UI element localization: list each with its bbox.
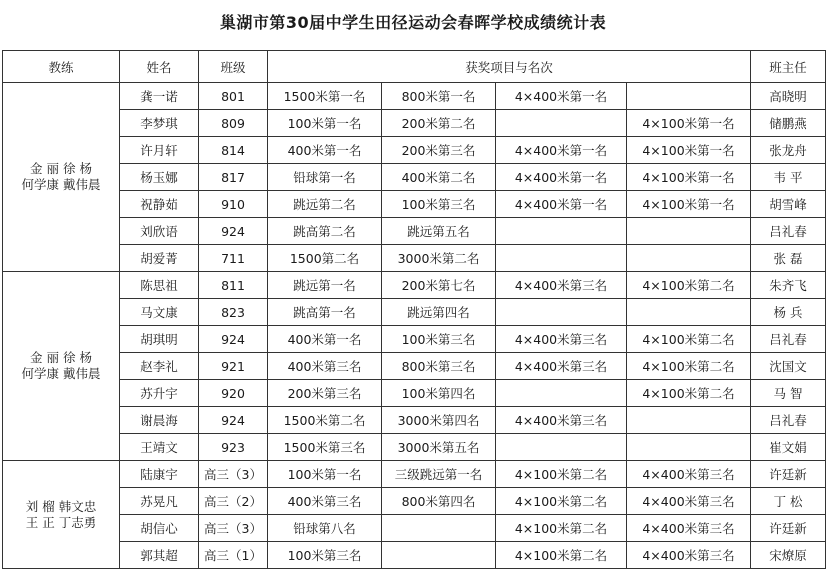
table-row [3,245,826,272]
award-cell: 4×400米第三名 [627,488,751,515]
award-cell: 3000米第五名 [382,434,496,461]
coach-cell [3,83,120,272]
award-cell: 200米第七名 [382,272,496,299]
student-class: 910 [199,191,268,218]
award-cell: 跳远第一名 [268,272,382,299]
award-cell: 200米第三名 [268,380,382,407]
award-cell: 100米第四名 [382,380,496,407]
award-cell [627,407,751,434]
award-cell: 4×100米第二名 [496,542,627,569]
award-cell: 4×100米第一名 [627,110,751,137]
student-name: 杨玉娜 [120,164,199,191]
head-teacher: 沈国文 [751,353,826,380]
header-class: 班级 [199,51,268,83]
student-name: 马文康 [120,299,199,326]
head-teacher: 吕礼春 [751,326,826,353]
award-cell [496,110,627,137]
coach-names: 金 丽 徐 杨 [30,350,92,365]
award-cell: 4×400米第三名 [627,515,751,542]
award-cell: 100米第三名 [382,191,496,218]
page-title: 巢湖市第30届中学生田径运动会春晖学校成绩统计表 [219,13,607,32]
award-cell: 4×100米第二名 [627,326,751,353]
head-teacher: 许廷新 [751,461,826,488]
award-cell: 4×100米第二名 [496,515,627,542]
student-class: 814 [199,137,268,164]
student-class: 924 [199,326,268,353]
student-name: 胡信心 [120,515,199,542]
award-cell: 800米第三名 [382,353,496,380]
head-teacher: 韦 平 [751,164,826,191]
award-cell: 4×100米第一名 [627,191,751,218]
award-cell: 4×100米第一名 [627,164,751,191]
award-cell: 1500米第三名 [268,434,382,461]
award-cell [627,299,751,326]
award-cell: 4×400米第一名 [496,191,627,218]
award-cell: 4×100米第二名 [496,488,627,515]
student-name: 李梦琪 [120,110,199,137]
table-row [3,515,826,542]
award-cell: 1500第二名 [268,245,382,272]
student-name: 郭其超 [120,542,199,569]
award-cell: 4×400米第一名 [496,83,627,110]
award-cell: 4×400米第三名 [496,272,627,299]
student-name: 苏晃凡 [120,488,199,515]
student-class: 811 [199,272,268,299]
results-table [2,50,826,569]
student-class: 924 [199,407,268,434]
award-cell: 200米第三名 [382,137,496,164]
award-cell: 800米第一名 [382,83,496,110]
award-cell [382,515,496,542]
coach-cell [3,272,120,461]
table-row [3,488,826,515]
header-head-teacher: 班主任 [751,51,826,83]
table-row [3,299,826,326]
student-class: 801 [199,83,268,110]
award-cell: 3000米第四名 [382,407,496,434]
coach-names: 王 正 丁志勇 [25,514,97,530]
award-cell: 4×400米第三名 [627,542,751,569]
head-teacher: 储鹏燕 [751,110,826,137]
award-cell: 3000米第二名 [382,245,496,272]
table-row [3,164,826,191]
award-cell: 跳远第四名 [382,299,496,326]
table-row [3,272,826,299]
student-name: 赵李礼 [120,353,199,380]
head-teacher: 杨 兵 [751,299,826,326]
award-cell: 100米第三名 [382,326,496,353]
award-cell [496,299,627,326]
award-cell: 三级跳远第一名 [382,461,496,488]
award-cell: 1500米第二名 [268,407,382,434]
table-body [3,83,826,569]
student-class: 924 [199,218,268,245]
award-cell [496,434,627,461]
student-class: 923 [199,434,268,461]
award-cell [496,218,627,245]
student-class: 高三（2） [199,488,268,515]
student-class: 921 [199,353,268,380]
student-class: 920 [199,380,268,407]
award-cell [382,542,496,569]
student-class: 809 [199,110,268,137]
header-coach: 教练 [3,51,120,83]
award-cell: 跳远第二名 [268,191,382,218]
award-cell: 400米第二名 [382,164,496,191]
coach-names: 何学康 戴伟晨 [21,177,101,192]
award-cell [627,83,751,110]
award-cell: 400米第一名 [268,326,382,353]
award-cell: 400米第三名 [268,353,382,380]
student-class: 高三（3） [199,461,268,488]
student-class: 高三（3） [199,515,268,542]
student-name: 谢晨海 [120,407,199,434]
table-row [3,434,826,461]
head-teacher: 宋燎原 [751,542,826,569]
student-name: 祝静茹 [120,191,199,218]
table-row [3,542,826,569]
header-awards: 获奖项目与名次 [268,51,751,83]
award-cell: 200米第二名 [382,110,496,137]
coach-cell [3,461,120,569]
award-cell: 4×100米第一名 [627,137,751,164]
head-teacher: 张龙舟 [751,137,826,164]
head-teacher: 丁 松 [751,488,826,515]
table-row [3,353,826,380]
award-cell: 跳远第五名 [382,218,496,245]
table-row [3,218,826,245]
head-teacher: 吕礼春 [751,218,826,245]
coach-names: 金 丽 徐 杨 [30,161,92,176]
award-cell: 铅球第八名 [268,515,382,542]
award-cell: 4×400米第一名 [496,164,627,191]
student-name: 陆康宇 [120,461,199,488]
coach-names: 何学康 戴伟晨 [21,366,101,381]
award-cell [496,245,627,272]
head-teacher: 张 磊 [751,245,826,272]
award-cell: 跳高第一名 [268,299,382,326]
table-row [3,137,826,164]
student-class: 817 [199,164,268,191]
student-name: 陈思祖 [120,272,199,299]
award-cell: 4×400米第三名 [496,326,627,353]
award-cell: 4×100米第二名 [627,380,751,407]
head-teacher: 胡雪峰 [751,191,826,218]
table-row [3,83,826,110]
student-name: 苏升宇 [120,380,199,407]
student-class: 823 [199,299,268,326]
head-teacher: 高晓明 [751,83,826,110]
award-cell: 100米第一名 [268,110,382,137]
award-cell: 1500米第一名 [268,83,382,110]
student-name: 胡琪明 [120,326,199,353]
award-cell [627,218,751,245]
award-cell: 铅球第一名 [268,164,382,191]
student-name: 胡爱菁 [120,245,199,272]
award-cell: 跳高第二名 [268,218,382,245]
head-teacher: 吕礼春 [751,407,826,434]
award-cell: 100米第三名 [268,542,382,569]
head-teacher: 崔文娟 [751,434,826,461]
award-cell [627,434,751,461]
award-cell: 4×400米第一名 [496,137,627,164]
student-name: 许月轩 [120,137,199,164]
award-cell: 800米第四名 [382,488,496,515]
head-teacher: 朱齐飞 [751,272,826,299]
award-cell: 100米第一名 [268,461,382,488]
head-teacher: 马 智 [751,380,826,407]
header-name: 姓名 [120,51,199,83]
header-row [3,51,826,83]
award-cell: 4×100米第二名 [496,461,627,488]
table-row [3,326,826,353]
award-cell: 4×400米第三名 [627,461,751,488]
award-cell: 4×400米第三名 [496,353,627,380]
award-cell: 4×400米第三名 [496,407,627,434]
table-row [3,407,826,434]
head-teacher: 许廷新 [751,515,826,542]
award-cell [627,245,751,272]
award-cell: 400米第一名 [268,137,382,164]
award-cell: 4×100米第二名 [627,272,751,299]
award-cell: 4×100米第二名 [627,353,751,380]
student-name: 刘欣语 [120,218,199,245]
student-class: 高三（1） [199,542,268,569]
coach-names: 刘 榴 韩文忠 [25,498,97,514]
student-class: 711 [199,245,268,272]
student-name: 龚一诺 [120,83,199,110]
table-row [3,461,826,488]
student-name: 王靖文 [120,434,199,461]
table-row [3,191,826,218]
table-row [3,110,826,137]
table-row [3,380,826,407]
award-cell [496,380,627,407]
award-cell: 400米第三名 [268,488,382,515]
